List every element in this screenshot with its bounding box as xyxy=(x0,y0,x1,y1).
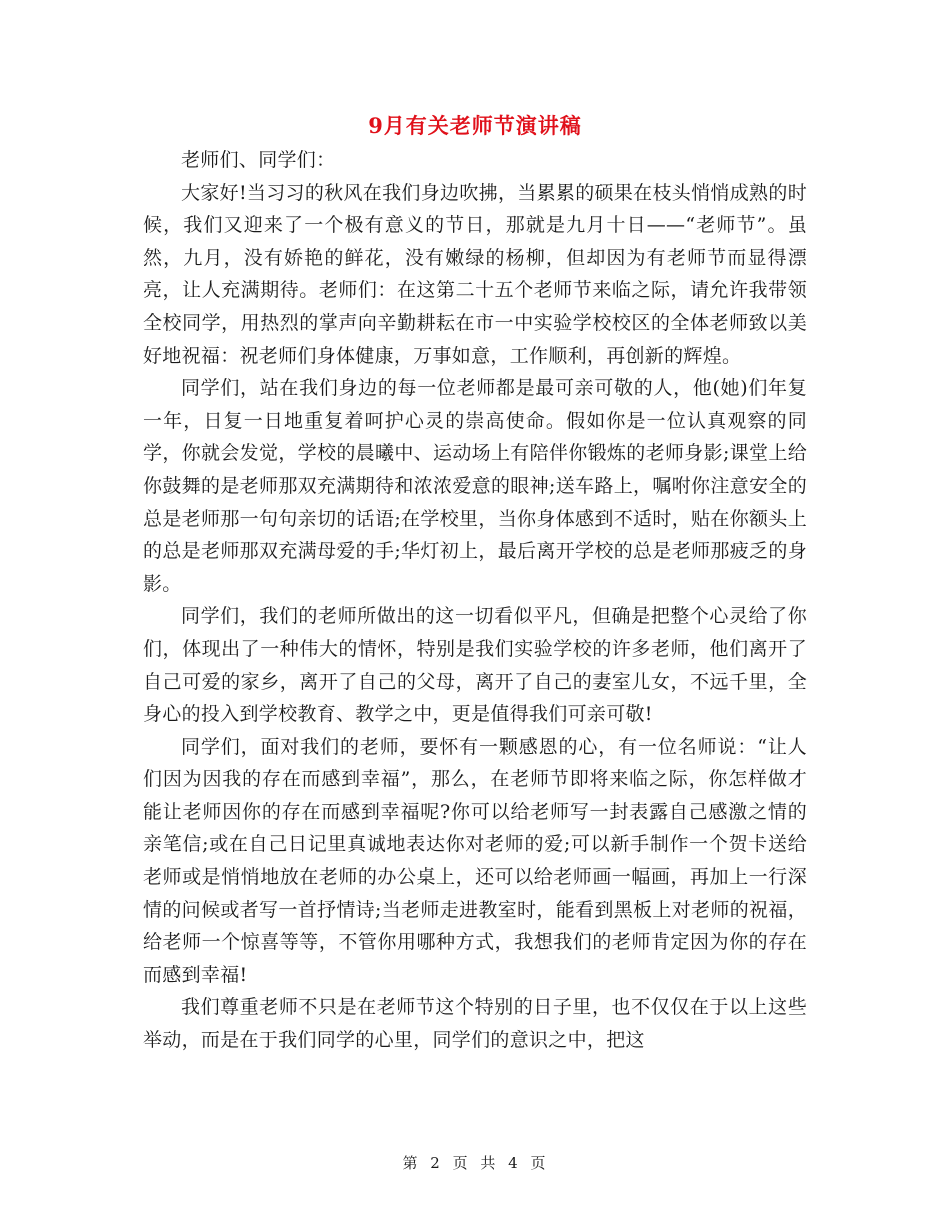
salutation: 老师们、同学们： xyxy=(181,149,336,171)
paragraph-4: 同学们，面对我们的老师，要怀有一颗感恩的心，有一位名师说：“让人们因为因我的存在而感到幸福”，那么，在老师节即将来临之际，你怎样做才能让老师因你的存在而感到幸福呢?你可以给老师写一封表露自己感激之情的亲笔信;或在自己日记里真诚地表达你对老师的爱;可以新手制作一个贺卡送给老师或是悄悄地放在老师的办公桌上，还可以给老师画一幅画，再加上一行深情的问候或者写一首抒情诗;当老师走进教室时，能看到黑板上对老师的祝福，给老师一个惊喜等等，不管你用哪种方式，我想我们的老师肯定因为你的存在而感到幸福! xyxy=(143,735,807,986)
document-body xyxy=(143,144,807,1057)
paragraph-1: 大家好!当习习的秋风在我们身边吹拂，当累累的硕果在枝头悄悄成熟的时候，我们又迎来了一个极有意义的节日，那就是九月十日——“老师节”。虽然，九月，没有娇艳的鲜花，没有嫩绿的杨柳，但却因为有老师节而显得漂亮，让人充满期待。老师们：在这第二十五个老师节来临之际，请允许我带领全校同学，用热烈的掌声向辛勤耕耘在市一中实验学校校区的全体老师致以美好地祝福：祝老师们身体健康，万事如意，工作顺利，再创新的辉煌。 xyxy=(143,181,807,367)
paragraph-5: 我们尊重老师不只是在老师节这个特别的日子里，也不仅仅在于以上这些举动，而是在于我们同学的心里，同学们的意识之中，把这 xyxy=(143,996,807,1052)
paragraph-3: 同学们，我们的老师所做出的这一切看似平凡，但确是把整个心灵给了你们，体现出了一种伟大的情怀，特别是我们实验学校的许多老师，他们离开了自己可爱的家乡，离开了自己的父母，离开了自己的妻室儿女，不远千里，全身心的投入到学校教育、教学之中，更是值得我们可亲可敬! xyxy=(143,605,807,726)
document-title: 9月有关老师节演讲稿 xyxy=(368,113,582,138)
paragraph-2: 同学们，站在我们身边的每一位老师都是最可亲可敬的人，他(她)们年复一年，日复一日地重复着呵护心灵的崇高使命。假如你是一位认真观察的同学，你就会发觉，学校的晨曦中、运动场上有陪伴你锻炼的老师身影;课堂上给你鼓舞的是老师那双充满期待和浓浓爱意的眼神;送车路上，嘱咐你注意安全的总是老师那一句句亲切的话语;在学校里，当你身体感到不适时，贴在你额头上的总是老师那双充满母爱的手;华灯初上，最后离开学校的总是老师那疲乏的身影。 xyxy=(143,377,807,595)
page-number-footer: 第 2 页 共 4 页 xyxy=(402,1154,548,1172)
